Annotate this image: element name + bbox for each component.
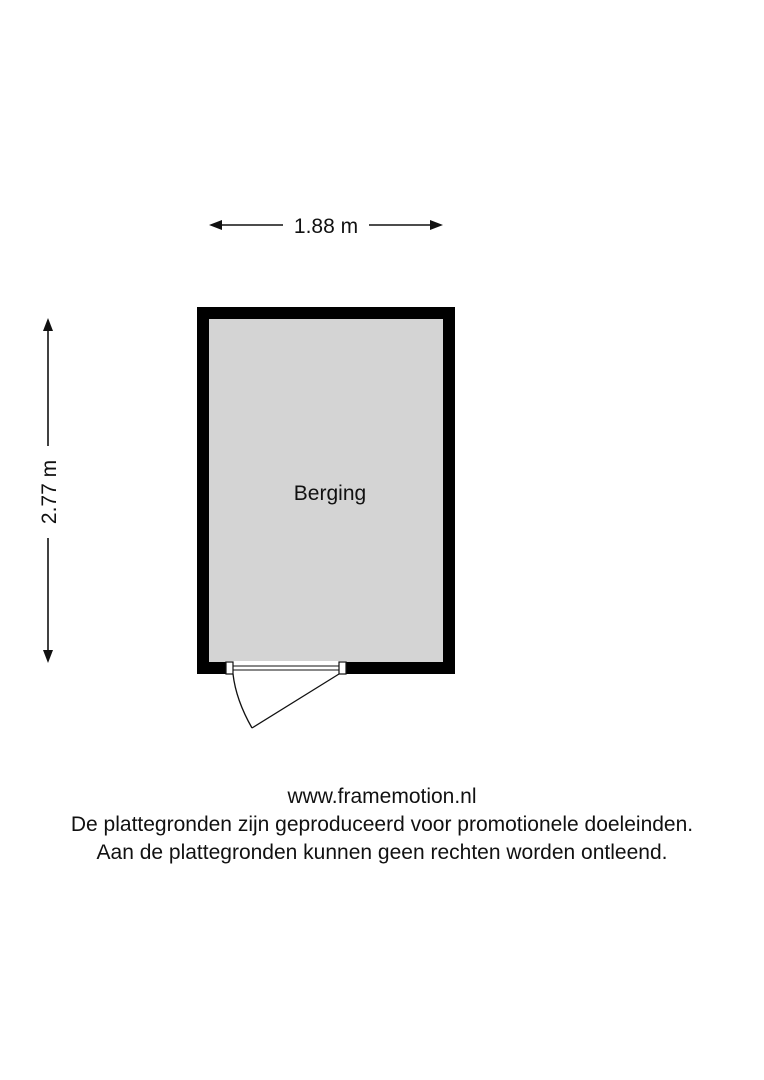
door-swing-arc	[233, 674, 252, 728]
footer-url: www.framemotion.nl	[287, 785, 477, 808]
width-dimension	[209, 215, 443, 238]
room-berging	[197, 307, 455, 674]
door	[226, 661, 346, 728]
arrow-right-icon	[430, 220, 443, 230]
footer-disclaimer-line2: Aan de plattegronden kunnen geen rechten worden ontleend.	[96, 841, 668, 864]
width-label: 1.88 m	[293, 215, 359, 238]
height-label: 2.77 m	[38, 459, 61, 525]
room-label: Berging	[293, 482, 367, 505]
door-leaf	[252, 674, 339, 728]
height-dimension	[38, 318, 61, 663]
arrow-left-icon	[209, 220, 222, 230]
arrow-down-icon	[43, 650, 53, 663]
door-opening	[226, 661, 346, 675]
footer-disclaimer-line1: De plattegronden zijn geproduceerd voor promotionele doeleinden.	[70, 813, 694, 836]
arrow-up-icon	[43, 318, 53, 331]
door-jamb-right	[339, 662, 346, 674]
door-jamb-left	[226, 662, 233, 674]
